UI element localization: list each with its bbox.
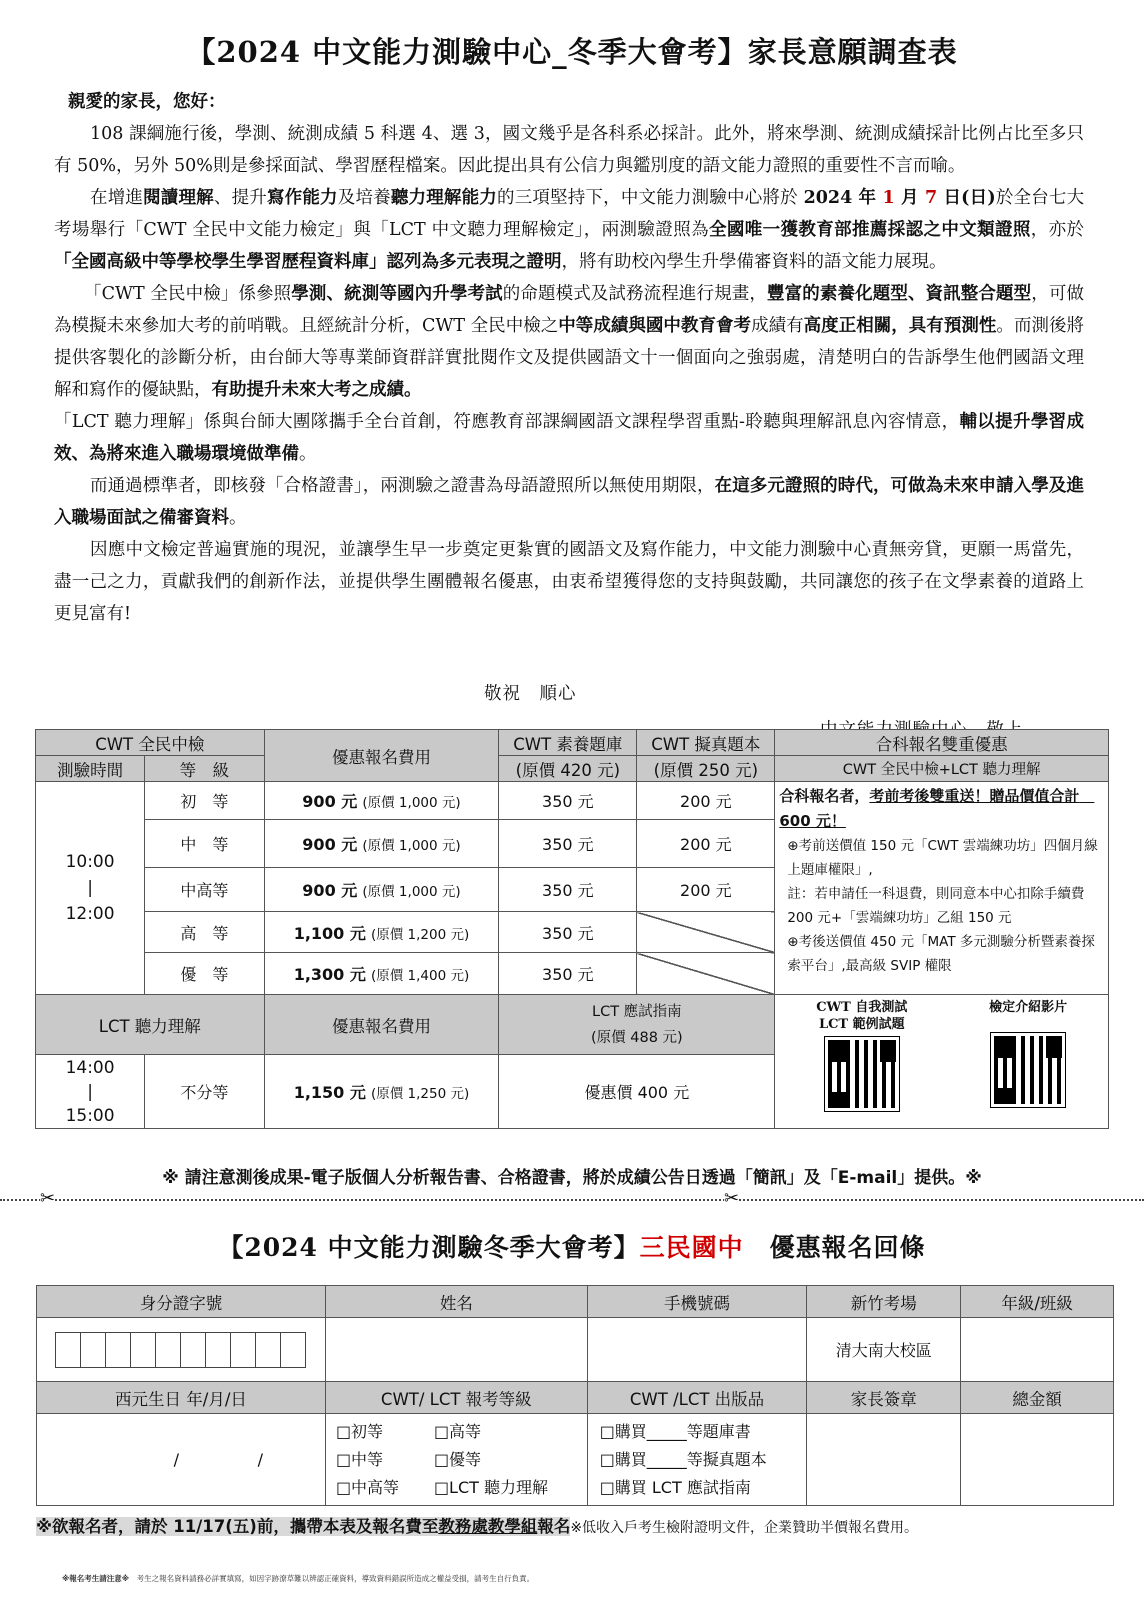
total-amount-field[interactable] [961,1414,1114,1506]
total-header: 總金額 [961,1382,1114,1414]
name-header: 姓名 [325,1286,587,1318]
text-run: 在增進 [90,188,144,208]
lct-guide-price: 優惠價 400 元 [499,1055,775,1129]
text-run: 1 [882,188,895,208]
form-title-main: 【2024 中文能力測驗冬季大會考】 [218,1233,640,1262]
id-digit-box[interactable] [130,1332,156,1368]
reg-action: 報名 [537,1517,571,1536]
level-option-advanced[interactable]: □高等 [433,1421,482,1441]
class-header: 年級/班級 [961,1286,1114,1318]
lct-header: LCT 聽力理解 [36,995,265,1055]
text-run: 成績有 [751,316,804,336]
lct-time-start: 14:00 [65,1057,115,1078]
text-run: 2024 年 [803,188,883,208]
text-run: 。 [299,444,317,464]
fee-value: 900 元 [302,835,358,854]
lct-fee-header: 優惠報名費用 [264,995,499,1055]
fee-header: 優惠報名費用 [264,730,499,782]
combo-offer-cell [775,782,1109,995]
text-run: 的命題模式及試務流程進行規畫， [502,284,767,304]
combo-line-2: 註：若申請任一科退費，則同意本中心扣除手續費 200 元+「雲端練功坊」乙組 150 元 [787,886,1085,926]
pub-option-mock-exam[interactable]: □購買_____等擬真題本 [599,1449,767,1469]
lct-fee-cell [264,1055,499,1129]
bank-price: 350 元 [499,820,637,868]
id-digit-box[interactable] [55,1332,81,1368]
mock-price: 200 元 [637,868,775,912]
bank-price: 350 元 [499,912,637,953]
time-separator: | [87,878,93,898]
registration-instructions [36,1513,918,1537]
lct-guide-orig: (原價 488 元) [590,1029,683,1046]
signature-header: 家長簽章 [807,1382,961,1414]
text-run: 中等成績與國中教育會考 [558,316,752,336]
cwt-time-cell [36,782,145,995]
text-run: 而通過標準者，即核發「合格證書」，兩測驗之證書為母語證照所以無使用期限， [90,476,715,496]
cwt-group-header: CWT 全民中檢 [36,730,265,756]
form-title-suffix: 優惠報名回條 [769,1233,926,1262]
reg-low-income-note: ※低收入戶考生檢附證明文件，企業贊助半價報名費用。 [570,1520,919,1536]
level-cell: 高 等 [145,912,264,953]
lct-time-end: 15:00 [65,1105,115,1126]
bank-price: 350 元 [499,868,637,912]
phone-field[interactable] [587,1318,807,1382]
reg-office: 教務處教學組 [438,1517,538,1536]
result-notice: ※ 請注意測後成果-電子版個人分析報告書、合格證書，將於成績公告日透過「簡訊」及「E-mail」提供。※ [162,1168,982,1188]
text-run: 高度正相關，具有預測性 [803,316,997,336]
paragraph-1: 108 課綱施行後，學測、統測成績 5 科選 4、選 3，國文幾乎是各科系必採計。此外，將來學測、統測成績採計比例占比至多只有 50%，另外 50%則是參採面試、學習歷程檔案。因此提出具有公信力與鑑別度的語文能力證照的重要性不言而喻。 [54,124,1084,176]
level-option-superior[interactable]: □優等 [433,1449,482,1469]
reg-deadline [36,1517,570,1536]
combo-head-underlined: 考前考後雙重送！贈品價值合計 600 元！ [779,787,1095,830]
birth-separator: / [257,1450,263,1469]
fee-cell [264,868,499,912]
level-cell: 優 等 [145,953,264,995]
school-name: 三民國中 [639,1233,744,1262]
time-end: 12:00 [65,904,115,924]
paragraph-3 [54,278,1084,406]
level-cell: 初 等 [145,782,264,820]
fee-orig: (原價 1,000 元) [362,795,461,811]
lct-time-cell [36,1055,145,1129]
text-run: 有助提升未來大考之成績。 [211,380,422,400]
reg-deadline-text: ※欲報名者，請於 11/17(五)前，攜帶本表及報名費至 [36,1517,439,1536]
fee-orig: (原價 1,000 元) [362,884,461,900]
text-run: 月 [894,188,925,208]
text-run: 在這多元證照的時代，可做為未來申請入學及進入職場面試之備審資料 [54,476,1084,528]
qr-block-sample [816,999,907,1111]
text-run: 。而測後將提供客製化的診斷分析，由台師大等專業師資群詳實批閱作文及提供國語文十一個面向之強弱處，清楚明白的告訴學生他們國語文理解和寫作的優缺點， [54,316,1085,400]
pub-option-question-bank[interactable]: □購買_____等題庫書 [599,1421,751,1441]
lct-fee-value: 1,150 元 [293,1083,366,1102]
footer-heading: ※報名考生請注意※ [62,1574,130,1583]
paragraph-2 [54,182,1084,278]
publication-header: CWT /LCT 出版品 [587,1382,807,1414]
bank-price: 350 元 [499,782,637,820]
text-run: 「全國高級中等學校學生學習歷程資料庫」認列為多元表現之證明 [54,252,562,272]
class-field[interactable] [961,1318,1114,1382]
cwt-fee-table [35,729,1109,1129]
combo-head-lead: 合科報名者， [779,787,870,805]
text-run: 日(日) [937,188,996,208]
text-run: 7 [925,188,938,208]
fee-cell [264,782,499,820]
time-start: 10:00 [65,852,115,872]
qr-code-sample-test[interactable] [825,1037,899,1111]
lct-level: 不分等 [145,1055,264,1129]
fee-orig: (原價 1,400 元) [370,968,470,984]
phone-header: 手機號碼 [587,1286,807,1318]
id-digit-box[interactable] [80,1332,106,1368]
scissors-icon: ✂ [724,1188,740,1209]
level-cell: 中 等 [145,820,264,868]
bank-orig-price: (原價 420 元) [499,756,637,782]
combo-headline [779,784,1104,834]
mock-not-available [637,912,775,953]
qr2-label: 檢定介紹影片 [989,1000,1068,1015]
id-digit-box[interactable] [205,1332,231,1368]
text-run: 的三項堅持下，中文能力測驗中心將於 [497,188,804,208]
fee-value: 1,100 元 [293,923,366,943]
venue-header: 新竹考場 [807,1286,961,1318]
qr-block-video [989,999,1067,1111]
text-run: 、提升 [213,188,267,208]
text-run: 聽力理解能力 [390,188,498,208]
greeting: 親愛的家長，您好： [68,92,226,112]
id-number-field[interactable] [37,1318,326,1382]
qr1-label-1: CWT 自我測試 [816,1000,908,1015]
text-run: 及培養 [337,188,391,208]
paragraph-5 [54,470,1084,534]
level-select-header: CWT/ LCT 報考等級 [325,1382,587,1414]
level-header: 等 級 [145,756,264,782]
combo-line-3: ⊕考後送價值 450 元「MAT 多元測驗分析暨素養探索平台」,最高級 SVIP 權限 [787,934,1095,974]
lct-time-separator: | [87,1081,93,1102]
pub-option-lct-guide[interactable]: □購買 LCT 應試指南 [599,1477,751,1497]
birth-date-field[interactable] [37,1414,326,1506]
text-run: 學測、統測等國內升學考試 [291,284,503,304]
page-title: 【2024 中文能力測驗中心_冬季大會考】家長意願調查表 [186,35,958,69]
text-run: ，將有助校內學生升學備審資料的語文能力展現。 [561,252,947,272]
closing: 敬祝 順心 [484,684,577,704]
mock-orig-price: (原價 250 元) [637,756,775,782]
text-run: 「CWT 全民中檢」係參照 [84,284,292,304]
combo-subheader: CWT 全民中檢+LCT 聽力理解 [775,756,1109,782]
level-options [325,1414,587,1506]
footer-note [62,1573,534,1584]
birth-separator: / [173,1450,179,1469]
time-header: 測驗時間 [36,756,145,782]
mock-price: 200 元 [637,820,775,868]
letter-body [54,86,1084,630]
text-run: 輔以提升學習成效、為將來進入職場環境做準備 [54,412,1085,464]
fee-value: 1,300 元 [293,965,366,984]
fee-orig: (原價 1,000 元) [362,838,461,854]
fee-cell [264,820,499,868]
mock-header: CWT 擬真題本 [637,730,775,756]
text-run: 閱讀理解 [143,188,214,208]
form-title [0,1228,1144,1264]
text-run: 於全台七大考場舉行「CWT 全民中文能力檢定」與「LCT 中文聽力理解檢定」，兩測驗證照為 [54,188,1085,240]
text-run: 豐富的素養化題型、資訊整合題型 [767,284,1032,304]
bank-price: 350 元 [499,953,637,995]
id-digit-box[interactable] [155,1332,181,1368]
text-run: ，亦於 [1030,220,1085,240]
paragraph-4 [54,406,1084,470]
level-option-lct[interactable]: □LCT 聽力理解 [433,1477,549,1497]
venue-value: 清大南大校區 [807,1318,961,1382]
id-digit-box[interactable] [180,1332,206,1368]
text-run: 。 [229,508,247,528]
fee-cell [264,912,499,953]
level-option-upper-intermediate[interactable]: □中高等 [335,1477,400,1497]
bank-header: CWT 素養題庫 [499,730,637,756]
id-digit-box[interactable] [280,1332,306,1368]
mock-not-available [637,953,775,995]
parent-signature-field[interactable] [807,1414,961,1506]
combo-header: 合科報名雙重優惠 [775,730,1109,756]
text-run: ，可做為模擬未來參加大考的前哨戰。且經統計分析，CWT 全民中檢之 [54,284,1085,336]
birth-header: 西元生日 年/月/日 [37,1382,326,1414]
qr-codes-cell [775,995,1109,1129]
id-digit-box[interactable] [255,1332,281,1368]
combo-line-1: ⊕考前送價值 150 元「CWT 雲端練功坊」四個月線上題庫權限」, [787,838,1098,878]
name-field[interactable] [325,1318,587,1382]
id-header: 身分證字號 [37,1286,326,1318]
text-run: 全國唯一獲教育部推薦採認之中文類證照 [708,220,1031,240]
id-digit-boxes[interactable] [37,1332,325,1368]
qr-code-intro-video[interactable] [991,1033,1065,1107]
level-option-beginner[interactable]: □初等 [335,1421,384,1441]
qr1-label-2: LCT 範例試題 [818,1017,905,1032]
lct-fee-orig: (原價 1,250 元) [370,1086,470,1102]
level-option-intermediate[interactable]: □中等 [335,1449,384,1469]
cut-line [0,1199,1144,1201]
text-run: 寫作能力 [266,188,338,208]
fee-cell [264,953,499,995]
id-digit-box[interactable] [105,1332,131,1368]
fee-value: 900 元 [302,881,358,900]
text-run: 「LCT 聽力理解」係與台師大團隊攜手全台首創，符應教育部課綱國語文課程學習重點-聆聽與理解訊息內容情意， [54,412,960,432]
lct-guide-header [499,995,775,1055]
paragraph-6: 因應中文檢定普遍實施的現況，並讓學生早一步奠定更紮實的國語文及寫作能力，中文能力測驗中心責無旁貸，更願一馬當先，盡一己之力，貢獻我們的創新作法，並提供學生團體報名優惠，由衷希望獲得您的支持與鼓勵，共同讓您的孩子在文學素養的道路上更見富有! [54,540,1084,624]
lct-guide-title: LCT 應試指南 [592,1003,682,1020]
publication-options [587,1414,807,1506]
scissors-icon: ✂ [40,1188,56,1209]
registration-form [36,1285,1114,1506]
id-digit-box[interactable] [230,1332,256,1368]
level-cell: 中高等 [145,868,264,912]
footer-text: 考生之報名資料請務必詳實填寫，如因字跡潦草難以辨認正確資料，導致資料錯誤所造成之權益受損，請考生自行負責。 [136,1574,535,1583]
fee-value: 900 元 [302,792,358,811]
mock-price: 200 元 [637,782,775,820]
fee-orig: (原價 1,200 元) [370,926,470,943]
